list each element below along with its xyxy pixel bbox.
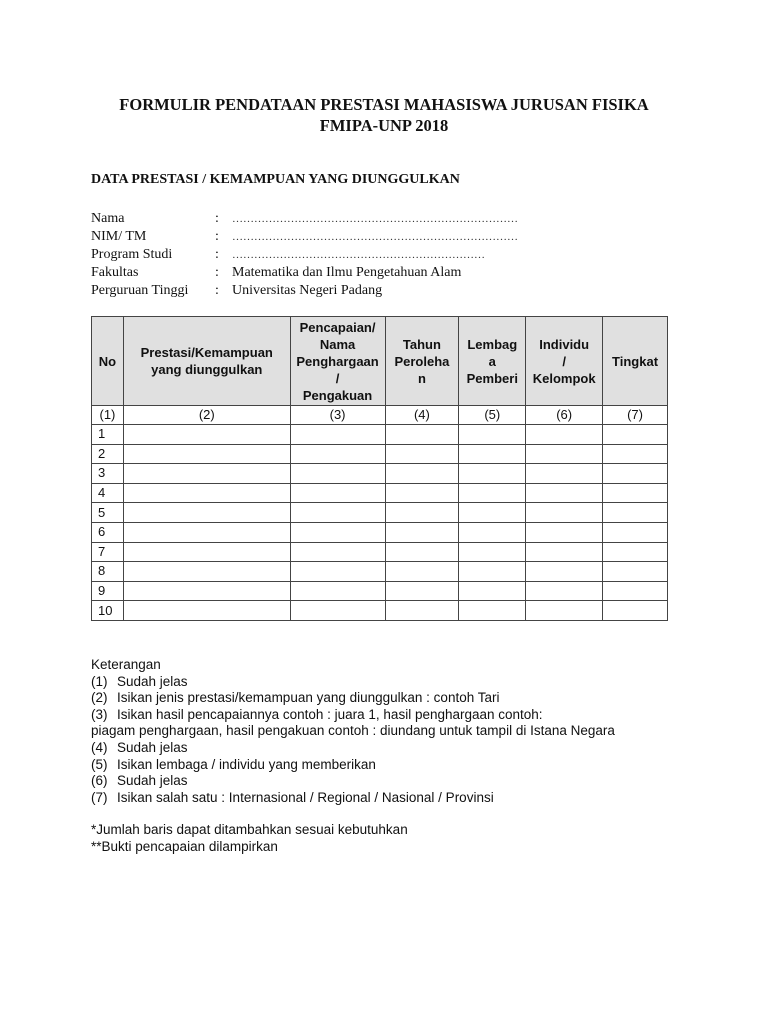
info-label: Program Studi: [91, 247, 173, 262]
note-text: Isikan hasil pencapaiannya contoh : juara 1, hasil penghargaan contoh:: [117, 706, 543, 722]
footnotes-block: [91, 822, 408, 855]
column-number: (3): [290, 406, 385, 425]
table-cell[interactable]: [526, 425, 603, 445]
table-row: [92, 425, 668, 445]
table-row: [92, 522, 668, 542]
title-line-1: FORMULIR PENDATAAN PRESTASI MAHASISWA JURUSAN FISIKA: [119, 95, 649, 114]
header-prestasi: Prestasi/Kemampuan yang diunggulkan: [123, 317, 290, 406]
table-cell[interactable]: [459, 503, 526, 523]
table-cell[interactable]: [385, 483, 459, 503]
table-cell[interactable]: [123, 483, 290, 503]
table-cell[interactable]: [603, 444, 668, 464]
table-cell[interactable]: [385, 601, 459, 621]
table-cell[interactable]: [603, 562, 668, 582]
note-text: Isikan salah satu : Internasional / Regional / Nasional / Provinsi: [117, 789, 494, 805]
table-cell[interactable]: [603, 601, 668, 621]
title-line-2: FMIPA-UNP 2018: [319, 116, 449, 135]
note-item: [91, 723, 615, 740]
info-label: Fakultas: [91, 265, 139, 280]
table-header-row: [92, 317, 668, 406]
table-cell[interactable]: [385, 542, 459, 562]
table-cell[interactable]: [526, 581, 603, 601]
table-row: [92, 542, 668, 562]
header-lembaga: Lembag a Pemberi: [459, 317, 526, 406]
column-number: (5): [459, 406, 526, 425]
note-item: [91, 773, 615, 790]
table-cell[interactable]: [290, 464, 385, 484]
table-cell[interactable]: [290, 483, 385, 503]
table-cell[interactable]: [290, 601, 385, 621]
table-row: [92, 444, 668, 464]
column-number: (7): [603, 406, 668, 425]
table-cell[interactable]: [290, 444, 385, 464]
footnote-proof: **Bukti pencapaian dilampirkan: [91, 838, 278, 854]
row-number: 1: [92, 425, 124, 445]
info-label: Perguruan Tinggi: [91, 283, 189, 298]
note-text: Isikan lembaga / individu yang memberikan: [117, 756, 376, 772]
table-cell[interactable]: [459, 425, 526, 445]
column-number-row: [92, 406, 668, 425]
column-number: (6): [526, 406, 603, 425]
table-cell[interactable]: [459, 522, 526, 542]
table-cell[interactable]: [526, 542, 603, 562]
table-cell[interactable]: [123, 503, 290, 523]
info-colon: :: [215, 211, 219, 226]
row-number: 5: [92, 503, 124, 523]
note-number: (7): [91, 789, 108, 805]
table-cell[interactable]: [526, 522, 603, 542]
table-row: [92, 483, 668, 503]
info-colon: :: [215, 229, 219, 244]
note-number: (6): [91, 773, 108, 789]
note-item: [91, 790, 615, 807]
row-number: 3: [92, 464, 124, 484]
table-cell[interactable]: [603, 542, 668, 562]
note-text: Sudah jelas: [117, 739, 188, 755]
info-row-nama: [91, 210, 518, 228]
table-row: [92, 581, 668, 601]
row-number: 10: [92, 601, 124, 621]
info-colon: :: [215, 283, 219, 298]
row-number: 7: [92, 542, 124, 562]
info-row-perguruan-tinggi: [91, 282, 518, 300]
info-label: NIM/ TM: [91, 229, 147, 244]
table-cell[interactable]: [290, 542, 385, 562]
note-item: [91, 707, 615, 724]
table-cell[interactable]: [290, 522, 385, 542]
table-cell[interactable]: [290, 425, 385, 445]
header-no: No: [92, 317, 124, 406]
notes-block: [91, 657, 615, 806]
info-value-nim[interactable]: ……………………………………………………………………: [232, 231, 518, 243]
table-cell[interactable]: [123, 425, 290, 445]
note-item: [91, 690, 615, 707]
table-cell[interactable]: [290, 581, 385, 601]
row-number: 6: [92, 522, 124, 542]
info-row-fakultas: [91, 264, 518, 282]
row-number: 2: [92, 444, 124, 464]
table-cell[interactable]: [526, 601, 603, 621]
note-text: Sudah jelas: [117, 773, 188, 789]
note-number: (5): [91, 756, 108, 772]
table-cell[interactable]: [385, 425, 459, 445]
table-cell[interactable]: [459, 542, 526, 562]
info-row-program-studi: [91, 246, 518, 264]
table-cell[interactable]: [603, 503, 668, 523]
note-text: Isikan jenis prestasi/kemampuan yang diunggulkan : contoh Tari: [117, 690, 500, 706]
document-title: [0, 94, 768, 136]
table-cell[interactable]: [385, 444, 459, 464]
table-cell[interactable]: [526, 464, 603, 484]
note-item: [91, 740, 615, 757]
table-row: [92, 503, 668, 523]
table-row: [92, 464, 668, 484]
note-number: (2): [91, 690, 108, 706]
row-number: 9: [92, 581, 124, 601]
table-row: [92, 601, 668, 621]
table-cell[interactable]: [526, 483, 603, 503]
info-value-fakultas: Matematika dan Ilmu Pengetahuan Alam: [232, 265, 462, 280]
note-item: [91, 757, 615, 774]
table-cell[interactable]: [385, 503, 459, 523]
info-label: Nama: [91, 211, 125, 226]
table-cell[interactable]: [526, 503, 603, 523]
table-cell[interactable]: [459, 581, 526, 601]
table-cell[interactable]: [459, 444, 526, 464]
header-tingkat: Tingkat: [603, 317, 668, 406]
section-title: DATA PRESTASI / KEMAMPUAN YANG DIUNGGULKAN: [91, 172, 460, 187]
table-cell[interactable]: [123, 601, 290, 621]
table-cell[interactable]: [290, 503, 385, 523]
table-cell[interactable]: [603, 581, 668, 601]
table-cell[interactable]: [123, 522, 290, 542]
table-row: [92, 562, 668, 582]
note-text: Sudah jelas: [117, 673, 188, 689]
table-cell[interactable]: [385, 562, 459, 582]
table-cell[interactable]: [459, 483, 526, 503]
info-colon: :: [215, 265, 219, 280]
achievement-table: [91, 316, 668, 621]
info-value-nama[interactable]: ……………………………………………………………………: [232, 213, 518, 225]
note-number: (1): [91, 673, 108, 689]
note-number: (3): [91, 706, 108, 722]
note-number: (4): [91, 739, 108, 755]
notes-list: [91, 674, 615, 807]
info-value-perguruan-tinggi: Universitas Negeri Padang: [232, 283, 383, 298]
table-cell[interactable]: [385, 464, 459, 484]
column-number: (4): [385, 406, 459, 425]
table-cell[interactable]: [526, 444, 603, 464]
info-value-program-studi[interactable]: ……………………………………………………………: [232, 249, 485, 261]
table-cell[interactable]: [526, 562, 603, 582]
table-cell[interactable]: [603, 425, 668, 445]
header-tahun: Tahun Peroleha n: [385, 317, 459, 406]
header-individu: Individu / Kelompok: [526, 317, 603, 406]
table-cell[interactable]: [385, 581, 459, 601]
info-row-nim: [91, 228, 518, 246]
column-number: (1): [92, 406, 124, 425]
table-cell[interactable]: [603, 483, 668, 503]
info-colon: :: [215, 247, 219, 262]
column-number: (2): [123, 406, 290, 425]
table-cell[interactable]: [603, 522, 668, 542]
footnote-rows: *Jumlah baris dapat ditambahkan sesuai kebutuhkan: [91, 822, 408, 837]
row-number: 4: [92, 483, 124, 503]
table-cell[interactable]: [123, 542, 290, 562]
table-cell[interactable]: [459, 464, 526, 484]
table-cell[interactable]: [290, 562, 385, 582]
info-block: [91, 210, 518, 300]
table-cell[interactable]: [385, 522, 459, 542]
note-item: [91, 674, 615, 691]
table-cell[interactable]: [123, 464, 290, 484]
table-cell[interactable]: [123, 581, 290, 601]
table-cell[interactable]: [123, 444, 290, 464]
header-pencapaian: Pencapaian/ Nama Penghargaan / Pengakuan: [290, 317, 385, 406]
table-cell[interactable]: [459, 562, 526, 582]
notes-heading: Keterangan: [91, 657, 161, 672]
table-cell[interactable]: [603, 464, 668, 484]
note-text: piagam penghargaan, hasil pengakuan contoh : diundang untuk tampil di Istana Negara: [91, 723, 615, 739]
table-cell[interactable]: [459, 601, 526, 621]
row-number: 8: [92, 562, 124, 582]
table-cell[interactable]: [123, 562, 290, 582]
